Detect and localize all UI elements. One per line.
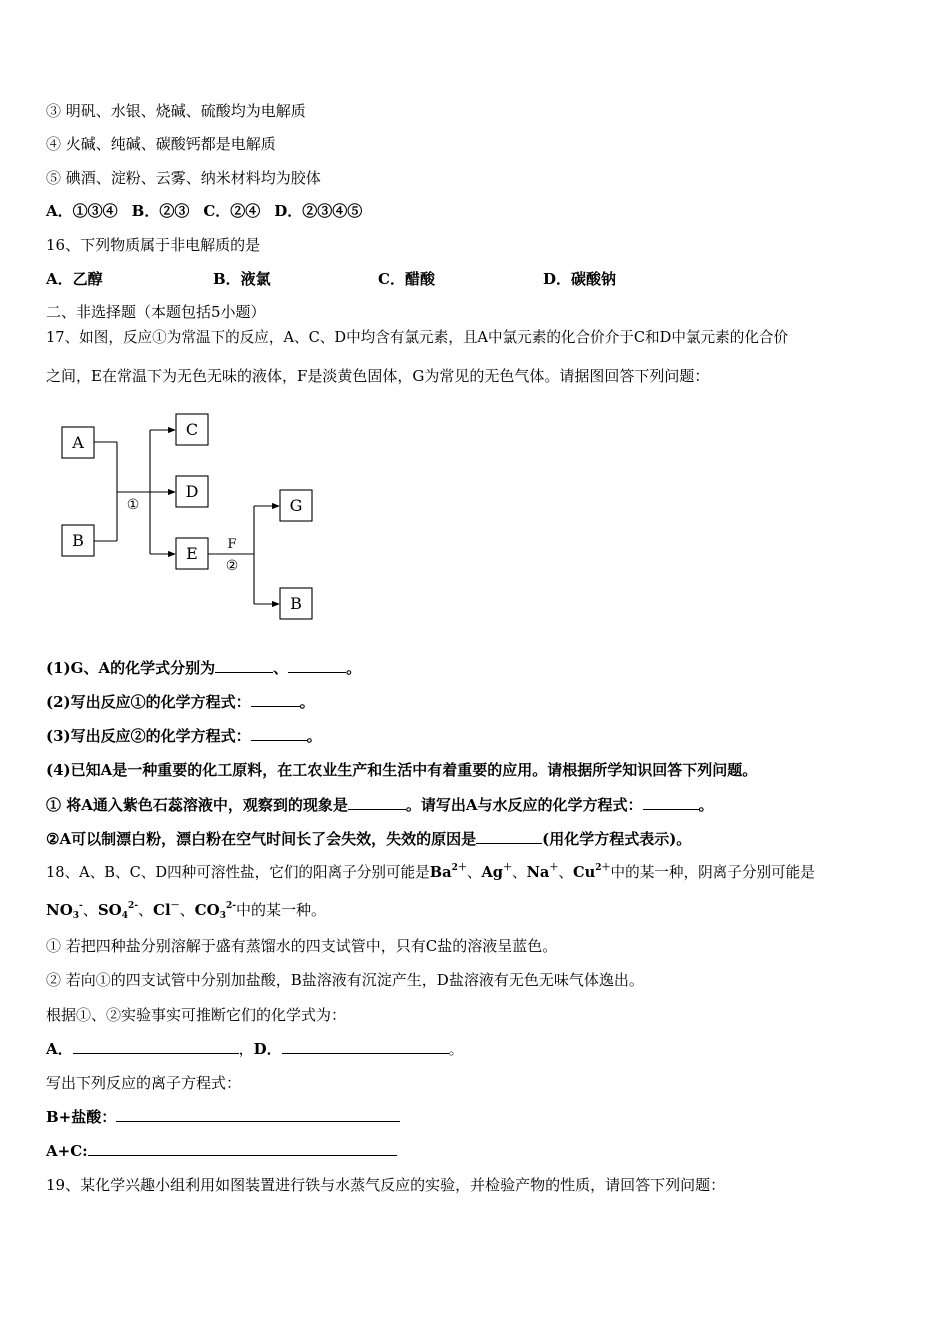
q17-part4-sub2 xyxy=(46,829,691,849)
period: 。 xyxy=(299,693,315,711)
ion-cl: Cl－ xyxy=(153,901,180,919)
q17-stem-line2: 之间，E在常温下为无色无味的液体，F是淡黄色固体，G为常见的无色气体。请据图回答下列问题： xyxy=(46,367,710,385)
separator: 、 xyxy=(273,659,289,677)
ion-co3: $CO_3^{2-}$ xyxy=(194,901,236,921)
q18-stem-text3: 中的某一种。 xyxy=(235,901,326,919)
reaction-1-label: ① xyxy=(126,497,140,513)
ion-cu: $Cu^{2+}$ xyxy=(573,863,611,881)
q16-option-a: A．乙醇 xyxy=(46,270,103,288)
q17-part2-text: (2)写出反应①的化学方程式： xyxy=(46,693,251,711)
q18-stem-line1: 18、A、B、C、D四种可溶性盐，它们的阳离子分别可能是$Ba^{2+}$、Ag＋、Na＋、$Cu^{2+}$中的某一种，阴离子分别可能是 xyxy=(46,863,815,881)
q18-stem-text2: 中的某一种，阴离子分别可能是 xyxy=(610,864,815,881)
q15-option-d: D．②③④⑤ xyxy=(274,202,363,220)
q17-part3 xyxy=(46,726,322,746)
answer-blank-b-hcl[interactable] xyxy=(116,1107,400,1122)
answer-blank[interactable] xyxy=(215,658,273,673)
q18-fact-2: ② 若向①的四支试管中分别加盐酸，B盐溶液有沉淀产生，D盐溶液有无色无味气体逸出。 xyxy=(46,971,644,989)
answer-blank[interactable] xyxy=(251,726,307,741)
q19-stem: 19、某化学兴趣小组利用如图装置进行铁与水蒸气反应的实验，并检验产物的性质，请回答下列问题： xyxy=(46,1176,726,1194)
q17-part1 xyxy=(46,658,361,678)
period: 。 xyxy=(448,1040,464,1058)
period: 。 xyxy=(346,659,362,677)
answer-blank[interactable] xyxy=(251,692,300,707)
separator: ， xyxy=(238,1040,254,1058)
q15-option-b: B．②③ xyxy=(131,202,190,220)
reaction-2-label: ② xyxy=(225,558,239,574)
q15-option-c: C．②④ xyxy=(203,202,261,220)
q15-item-5: ⑤ 碘酒、淀粉、云雾、纳米材料均为胶体 xyxy=(46,169,321,187)
q17-part1-text: (1)G、A的化学式分别为 xyxy=(46,659,216,677)
answer-blank[interactable] xyxy=(288,658,346,673)
q18-ionic-heading: 写出下列反应的离子方程式： xyxy=(46,1074,242,1092)
answer-blank[interactable] xyxy=(348,795,406,810)
answer-blank[interactable] xyxy=(476,829,542,844)
q17-part4-sub2-text: ②A可以制漂白粉，漂白粉在空气时间长了会失效，失效的原因是 xyxy=(46,830,477,848)
ion-ba: $Ba^{2+}$ xyxy=(429,863,467,881)
q16-option-b: B．液氯 xyxy=(213,270,271,288)
q17-part4-sub1 xyxy=(46,795,714,815)
b-hcl-label: B+盐酸： xyxy=(46,1108,117,1126)
answer-blank-a[interactable] xyxy=(73,1039,239,1054)
q18-answer-ad xyxy=(46,1039,464,1059)
period: 。 xyxy=(306,727,322,745)
q17-stem-line1: 17、如图，反应①为常温下的反应，A、C、D中均含有氯元素，且A中氯元素的化合价介于C和D中氯元素的化合价 xyxy=(46,329,789,346)
q16-option-c: C．醋酸 xyxy=(378,270,435,288)
box-c-label: C xyxy=(185,420,199,439)
q18-b-hcl xyxy=(46,1107,400,1127)
box-b-product-label: B xyxy=(290,594,302,613)
reagent-f-label: F xyxy=(227,537,237,552)
q15-item-3: ③ 明矾、水银、烧碱、硫酸均为电解质 xyxy=(46,102,306,120)
ion-so4: $SO_4^{2-}$ xyxy=(97,901,138,921)
answer-a-label: A． xyxy=(46,1040,73,1058)
ion-no3: $NO_3^-$ xyxy=(46,901,83,921)
q16-option-d: D．碳酸钠 xyxy=(543,270,617,288)
period: 。 xyxy=(698,796,714,814)
box-d-label: D xyxy=(185,482,199,501)
q17-part4: (4)已知A是一种重要的化工原料，在工农业生产和生活中有着重要的应用。请根据所学知识回答下列问题。 xyxy=(46,761,758,779)
q15-item-4: ④ 火碱、纯碱、碳酸钙都是电解质 xyxy=(46,135,276,153)
q15-option-a: A．①③④ xyxy=(46,202,118,220)
ion-na: Na＋ xyxy=(526,863,559,881)
q17-part3-text: (3)写出反应②的化学方程式： xyxy=(46,727,251,745)
answer-blank-d[interactable] xyxy=(282,1039,449,1054)
box-e-label: E xyxy=(186,544,198,563)
q18-stem-text: 18、A、B、C、D四种可溶性盐，它们的阳离子分别可能是 xyxy=(46,864,430,881)
answer-blank-a-c[interactable] xyxy=(88,1141,397,1156)
q17-part2 xyxy=(46,692,315,712)
q18-a-c xyxy=(46,1141,397,1161)
q17-part4-sub1-text2: 。请写出A与水反应的化学方程式： xyxy=(405,796,643,814)
box-b-label: B xyxy=(72,531,84,550)
answer-blank[interactable] xyxy=(643,795,699,810)
q17-part4-sub1-text: ① 将A通入紫色石蕊溶液中，观察到的现象是 xyxy=(46,796,348,814)
ion-ag: Ag＋ xyxy=(481,863,512,881)
q17-part4-sub2-text2: (用化学方程式表示)。 xyxy=(542,830,692,848)
q16-stem: 16、下列物质属于非电解质的是 xyxy=(46,236,261,254)
a-c-label: A+C: xyxy=(46,1142,88,1160)
section-heading: 二、非选择题（本题包括5小题） xyxy=(46,303,266,321)
reaction-flow-diagram xyxy=(0,0,950,640)
q18-stem-line2: $NO_3^-$、$SO_4^{2-}$、Cl－、$CO_3^{2-}$中的某一种。 xyxy=(46,901,326,921)
box-g-label: G xyxy=(289,496,303,515)
q18-fact-1: ① 若把四种盐分别溶解于盛有蒸馏水的四支试管中，只有C盐的溶液呈蓝色。 xyxy=(46,937,558,955)
box-a-label: A xyxy=(72,433,84,452)
answer-d-label: D． xyxy=(253,1040,282,1058)
q18-infer: 根据①、②实验事实可推断它们的化学式为： xyxy=(46,1006,347,1024)
